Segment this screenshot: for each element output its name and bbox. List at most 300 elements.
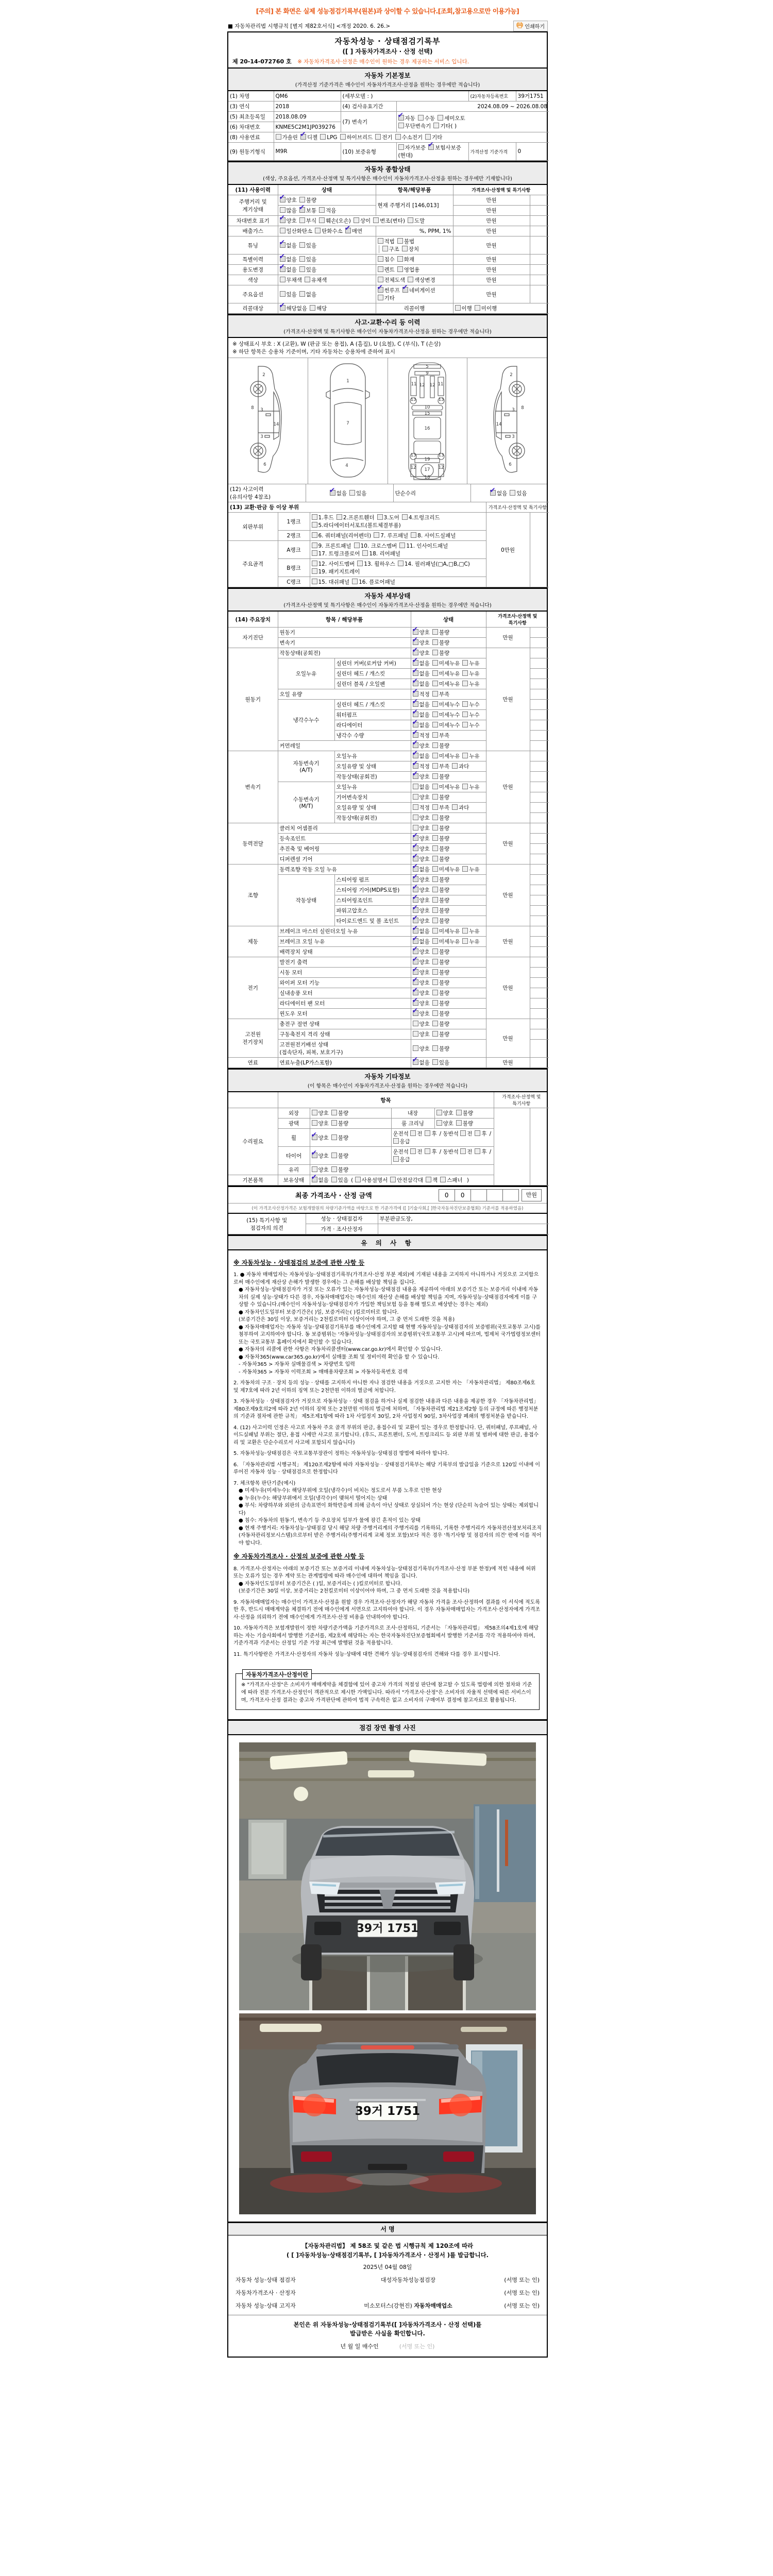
checkbox-unchecked[interactable]: 미세누수 — [432, 711, 460, 719]
checkbox-unchecked[interactable]: 미세누수 — [432, 701, 460, 708]
checkbox-checked[interactable]: ✔ 양호 — [412, 852, 430, 862]
checkbox-unchecked[interactable]: 누수 — [462, 701, 479, 708]
checkbox-unchecked[interactable]: 탄화수소 — [315, 227, 343, 235]
checkbox-unchecked[interactable]: 적정 — [413, 804, 430, 811]
notes-item: 8. 가격조사·산정자는 아래의 보증기간 또는 보증거리 이내에 자동차성능·상태점검기록부(가격조사·산정 부분 한정)에 적힌 내용에 허위 또는 오류가 있는 경우 계약 또는 관계법령에 따라 매수인에 대하여 책임을 집니다. ● 자동차인도일부터 보증기간은 ( )일, 보증거리는 ( )킬로미터로 합니다. (보증기간은 30일 이상, 보증거리는 2천킬로미터 이상이어야 하며, 그 중 먼저 도래한 것을 적용합니다) — [233, 1566, 536, 1595]
table-cell — [310, 1129, 391, 1147]
checkbox-unchecked[interactable]: 있음 — [299, 242, 316, 249]
diagram-part-number: 13 — [410, 397, 416, 402]
diagram-part-number: 15 — [424, 411, 430, 416]
table-cell: 주행거리 및 계기상태 — [228, 195, 278, 216]
checkbox-unchecked[interactable]: 후 — [425, 1130, 436, 1138]
table-cell — [278, 265, 376, 275]
checkbox-unchecked[interactable]: 수소전기 — [395, 133, 423, 141]
table-cell — [530, 216, 549, 226]
table-cell: (15) 특기사항 및 점검자의 의견 — [228, 1214, 306, 1234]
checkbox-unchecked[interactable]: 4.트렁크리드 — [402, 514, 440, 521]
checkbox-unchecked[interactable]: 불량 — [432, 1020, 449, 1028]
issue-date: 2025년 04월 08일 — [363, 2263, 412, 2270]
checkbox-checked[interactable]: ✔ 없음 — [412, 1056, 430, 1066]
notes-item: 9. 자동차매매업자는 매수인이 가격조사·산정을 원할 경우 가격조사·산정자가 해당 자동차 가격을 조사·산정하여 결과를 이 서식에 적도록 한 후, 반드시 매매계약을 체결하기 전에 매수인에게 서면으로 고지하여야 합니다. 이 경우 자동차매매업자는 가격조사·산정자에게 가격조사·산정을 의뢰하기 전에 매수인에게 가격조사·산정 비용을 안내하여야 합니다. — [233, 1599, 540, 1620]
table-cell: 특별이력 — [228, 255, 278, 265]
checkbox-checked[interactable]: ✔ 보험사보증 — [428, 141, 461, 151]
checkbox-unchecked[interactable]: 양호 — [312, 1166, 329, 1174]
table-cell — [530, 226, 549, 236]
checkbox-unchecked[interactable]: 불량 — [432, 969, 449, 976]
checkbox-unchecked[interactable]: 불량 — [432, 855, 449, 863]
table-cell — [530, 1108, 549, 1185]
checkbox-unchecked[interactable]: 기타( ) — [433, 122, 457, 130]
checkbox-checked[interactable]: ✔ 양호 — [412, 646, 430, 656]
checkbox-unchecked[interactable]: 누유 — [462, 752, 479, 760]
checkbox-unchecked[interactable]: 장치 — [402, 245, 419, 253]
table-cell: 부분판금도장, — [378, 1214, 549, 1224]
checkbox-unchecked[interactable]: 19. 패키지트레이 — [312, 568, 360, 575]
checkbox-unchecked[interactable]: 불량 — [299, 196, 316, 204]
table-cell: 작동상태(공회전) — [334, 813, 411, 823]
checkbox-unchecked[interactable]: 미세누유 — [432, 752, 460, 760]
checkbox-checked[interactable]: ✔ 양호 — [412, 904, 430, 914]
table-cell: 0만원 — [486, 513, 530, 587]
checkbox-unchecked[interactable]: 과다 — [452, 762, 469, 770]
checkbox-checked[interactable]: ✔ 양호 — [412, 770, 430, 780]
checkbox-unchecked[interactable]: 12. 사이드멤버 — [312, 560, 355, 568]
table-cell: 만원 — [486, 1058, 530, 1068]
table-row — [228, 648, 549, 658]
checkbox-unchecked[interactable]: 불량 — [331, 1152, 348, 1160]
checkbox-unchecked[interactable]: 색상변경 — [408, 276, 435, 284]
section-sign-header: 서 명 — [228, 2223, 547, 2235]
checkbox-unchecked[interactable]: 양호 — [312, 1109, 329, 1117]
checkbox-checked[interactable]: ✔ 없음 — [279, 263, 297, 273]
checkbox-checked[interactable]: ✔ 양호 — [412, 842, 430, 852]
buyer-confirm-1: 본인은 위 자동차성능·상태점검기록부([ ]자동차가격조사 · 산정 선택)를 — [293, 2320, 482, 2328]
checkbox-unchecked[interactable]: 있음 — [349, 489, 366, 497]
table-cell: %, PPM, 1% — [376, 226, 453, 236]
checkbox-unchecked[interactable]: 18. 리어패널 — [362, 550, 400, 557]
checkbox-unchecked[interactable]: 불량 — [432, 876, 449, 884]
checkbox-unchecked[interactable]: 안전삼각대 — [390, 1176, 423, 1184]
checkbox-checked[interactable]: ✔ 양호 — [412, 739, 430, 749]
checkbox-unchecked[interactable]: 일산화탄소 — [280, 227, 313, 235]
checkbox-unchecked[interactable]: 구조 — [382, 245, 399, 253]
checkbox-unchecked[interactable]: 불량 — [432, 989, 449, 997]
table-cell — [530, 813, 549, 823]
table-cell — [530, 803, 549, 813]
checkbox-unchecked[interactable]: 불량 — [331, 1166, 348, 1174]
checkbox-unchecked[interactable]: 많음 — [280, 207, 297, 214]
checkbox-unchecked[interactable]: 13. 휠하우스 — [357, 560, 395, 568]
checkbox-unchecked[interactable]: 유채색 — [305, 276, 327, 284]
checkbox-checked[interactable]: ✔ 없음 — [412, 924, 430, 935]
checkbox-unchecked[interactable]: 하이브리드 — [340, 133, 373, 141]
checkbox-unchecked[interactable]: 불량 — [432, 886, 449, 894]
car-rear — [289, 2042, 486, 2173]
table-cell: 만원 — [486, 957, 530, 1019]
checkbox-unchecked[interactable]: 있음 — [299, 256, 316, 263]
checkbox-checked[interactable]: ✔ 없음 — [412, 718, 430, 728]
checkbox-checked[interactable]: ✔ 양호 — [412, 1007, 430, 1017]
checkbox-unchecked[interactable]: 미세누유 — [432, 938, 460, 945]
price-service-note: ※ 자동차가격조사·산정은 매수인이 원하는 경우 제공하는 서비스 입니다. — [297, 59, 469, 65]
checkbox-unchecked[interactable]: 불량 — [432, 824, 449, 832]
diagram-part-number: 6 — [263, 462, 266, 467]
table-cell — [310, 577, 486, 587]
table-cell — [411, 813, 486, 823]
checkbox-unchecked[interactable]: 누수 — [462, 721, 479, 729]
checkbox-unchecked[interactable]: 불량 — [432, 1045, 449, 1053]
checkbox-unchecked[interactable]: 불량 — [331, 1134, 348, 1142]
table-cell: 만원 — [486, 823, 530, 865]
table-cell: 와이퍼 모터 기능 — [278, 978, 411, 988]
checkbox-checked[interactable]: ✔ 없음 — [279, 238, 297, 249]
checkbox-unchecked[interactable]: 불량 — [432, 742, 449, 750]
table-cell: KNME5C2M1JP039276 — [274, 122, 341, 132]
table-cell: (14) 주요장치 — [228, 612, 278, 628]
table-cell: 브레이크 마스터 실린더오일 누유 — [278, 926, 411, 937]
checkbox-unchecked[interactable]: 8. 사이드실패널 — [411, 532, 456, 539]
checkbox-unchecked[interactable]: 불량 — [432, 845, 449, 853]
checkbox-unchecked[interactable]: 양호 — [436, 1120, 453, 1127]
checkbox-unchecked[interactable]: 스패너 — [440, 1176, 462, 1184]
checkbox-unchecked[interactable]: 미세누유 — [432, 866, 460, 873]
table-cell — [530, 947, 549, 957]
table-cell: 차대번호 표기 — [228, 216, 278, 226]
checkbox-unchecked[interactable]: 적법 — [378, 238, 395, 245]
table-cell: 커먼레일 — [278, 741, 411, 751]
checkbox-checked[interactable]: ✔ 없음 — [412, 667, 430, 677]
checkbox-unchecked[interactable]: 적음 — [319, 207, 336, 214]
checkbox-unchecked[interactable]: 미세누유 — [432, 670, 460, 677]
checkbox-unchecked[interactable]: 기타 — [425, 133, 442, 141]
checkbox-checked[interactable]: ✔ 양호 — [412, 914, 430, 924]
checkbox-unchecked[interactable]: 불량 — [432, 917, 449, 925]
car-diagram-under — [388, 358, 468, 484]
diagram-part-number: 1 — [346, 379, 349, 384]
checkbox-unchecked[interactable]: 미세누유 — [432, 680, 460, 688]
table-cell — [530, 844, 549, 854]
checkbox-unchecked[interactable]: 16. 플로어패널 — [352, 578, 395, 586]
checkbox-checked[interactable]: ✔ 없음 — [489, 486, 508, 497]
table-cell: (세부모델 : ) — [341, 91, 468, 101]
checkbox-unchecked[interactable]: 상이 — [354, 217, 371, 225]
print-button[interactable] — [513, 21, 548, 31]
checkbox-unchecked[interactable]: 양호 — [413, 793, 430, 801]
checkbox-unchecked[interactable]: 미세누수 — [432, 721, 460, 729]
checkbox-unchecked[interactable]: LPG — [320, 134, 337, 141]
table-cell — [530, 720, 549, 731]
diagram-part-number: 11 — [411, 382, 417, 387]
checkbox-unchecked[interactable]: 침수 — [378, 256, 395, 263]
checkbox-unchecked[interactable]: 누유 — [462, 670, 479, 677]
checkbox-unchecked[interactable]: 누유 — [462, 927, 479, 935]
checkbox-unchecked[interactable]: 불량 — [432, 793, 449, 801]
checkbox-unchecked[interactable]: 없음 — [299, 291, 316, 298]
final-price-unit: 만원 — [522, 1189, 542, 1201]
table-cell — [278, 275, 376, 285]
checkbox-checked[interactable]: ✔ 양호 — [412, 986, 430, 996]
checkbox-unchecked[interactable]: 후 — [475, 1148, 486, 1156]
table-cell — [530, 772, 549, 782]
checkbox-checked[interactable]: ✔ 양호 — [279, 193, 297, 204]
checkbox-checked[interactable]: ✔ 매연 — [344, 224, 363, 234]
checkbox-checked[interactable]: ✔ 양호 — [412, 965, 430, 976]
diagram-part-number: 3 — [260, 408, 263, 413]
form-subtitle: ([ ] 자동차가격조사 · 산정 선택) — [342, 48, 433, 55]
checkbox-checked[interactable]: ✔ 적정 — [412, 728, 430, 739]
table-cell — [278, 252, 376, 265]
checkbox-checked[interactable]: ✔ 없음 — [412, 862, 430, 873]
checkbox-checked[interactable]: ✔ 없음 — [311, 1173, 329, 1183]
checkbox-checked[interactable]: ✔ 적정 — [412, 759, 430, 770]
checkbox-checked[interactable]: ✔ 양호 — [311, 1130, 329, 1141]
diagram-part-number: 16 — [424, 426, 430, 431]
checkbox-unchecked[interactable]: 과다 — [452, 804, 469, 811]
checkbox-checked[interactable]: ✔ 양호 — [412, 883, 430, 893]
checkbox-unchecked[interactable]: 응급 — [393, 1138, 410, 1145]
checkbox-unchecked[interactable]: 불량 — [432, 1010, 449, 1018]
table-cell: 운전석 전 후 / 동반석 전 후 / 응급 — [391, 1129, 494, 1147]
checkbox-checked[interactable]: ✔ 없음 — [412, 749, 430, 759]
checkbox-unchecked[interactable]: 불량 — [432, 999, 449, 1007]
checkbox-checked[interactable]: ✔ 양호 — [412, 625, 430, 636]
table-cell: 스티어링 기어(MDPS포함) — [334, 885, 411, 895]
checkbox-unchecked[interactable]: 불량 — [432, 907, 449, 914]
checkbox-checked[interactable]: ✔ 양호 — [412, 832, 430, 842]
checkbox-unchecked[interactable]: 해당 — [310, 304, 327, 312]
checkbox-unchecked[interactable]: 변조(변타) — [373, 217, 405, 225]
checkbox-unchecked[interactable]: 11. 인사이드패널 — [399, 542, 448, 550]
checkbox-unchecked[interactable]: 전체도색 — [378, 276, 406, 284]
table-cell: 실린더 헤드 / 개스킷 — [334, 700, 411, 710]
checkbox-unchecked[interactable]: 불량 — [432, 835, 449, 842]
table-cell: 광택 — [278, 1118, 310, 1129]
checkbox-unchecked[interactable]: 불량 — [432, 814, 449, 822]
checkbox-unchecked[interactable]: 1.후드 — [312, 514, 334, 521]
table-cell — [411, 720, 486, 731]
table-cell — [411, 957, 486, 968]
table-row — [228, 255, 549, 265]
checkbox-unchecked[interactable]: 양호 — [413, 1045, 430, 1053]
signer-seal-hint: (서명 또는 인) — [504, 2276, 540, 2283]
checkbox-unchecked[interactable]: 9. 프론트패널 — [312, 542, 351, 550]
checkbox-unchecked[interactable]: 도말 — [408, 217, 425, 225]
table-cell: (6) 차대번호 — [228, 122, 274, 132]
checkbox-unchecked[interactable]: 이행 — [455, 304, 472, 312]
other-info-table — [228, 1092, 549, 1185]
checkbox-unchecked[interactable]: 렌트 — [378, 266, 395, 274]
table-row — [228, 112, 549, 122]
checkbox-unchecked[interactable]: 7. 루프패널 — [374, 532, 408, 539]
checkbox-unchecked[interactable]: 잭 — [426, 1176, 438, 1184]
checkbox-unchecked[interactable]: 6. 쿼터패널(리어펜더) — [312, 532, 372, 539]
checkbox-unchecked[interactable]: 가솔린 — [276, 133, 298, 141]
checkbox-checked[interactable]: ✔ 양호 — [279, 214, 297, 224]
checkbox-checked[interactable]: ✔ 네비게이션 — [401, 283, 435, 294]
checkbox-unchecked[interactable]: 전 — [410, 1130, 422, 1138]
checkbox-unchecked[interactable]: 누유 — [462, 783, 479, 791]
table-cell: 냉각수 수량 — [334, 731, 411, 741]
checkbox-unchecked[interactable]: 양호 — [413, 824, 430, 832]
checkbox-checked[interactable]: ✔ 없음 — [329, 486, 347, 497]
checkbox-checked[interactable]: ✔ 없음 — [412, 656, 430, 667]
checkbox-unchecked[interactable]: 응급 — [393, 1156, 410, 1163]
checkbox-unchecked[interactable]: 2.프론트휀더 — [337, 514, 375, 521]
checkbox-unchecked[interactable]: 없음 — [413, 783, 430, 791]
checkbox-unchecked[interactable]: 누유 — [462, 866, 479, 873]
table-cell — [411, 834, 486, 844]
checkbox-unchecked[interactable]: 3.도어 — [377, 514, 399, 521]
detail-state-table — [228, 612, 549, 1068]
table-cell — [378, 1224, 549, 1234]
checkbox-checked[interactable]: ✔ 양호 — [412, 945, 430, 955]
table-cell: 색상 — [228, 275, 278, 285]
table-cell: 만원 — [453, 195, 530, 206]
table-cell: (2)자동차등록번호 — [468, 91, 516, 101]
diagram-part-number: 12 — [410, 465, 416, 470]
table-cell — [530, 710, 549, 720]
checkbox-checked[interactable]: ✔ 양호 — [412, 873, 430, 883]
checkbox-unchecked[interactable]: 전 — [460, 1148, 472, 1156]
checkbox-unchecked[interactable]: 양호 — [413, 1030, 430, 1038]
checkbox-unchecked[interactable]: 전기 — [375, 133, 392, 141]
checkbox-unchecked[interactable]: 불량 — [432, 773, 449, 781]
table-cell: 항목 / 해당부품 — [278, 612, 411, 628]
checkbox-unchecked[interactable]: 불량 — [432, 1030, 449, 1038]
checkbox-checked[interactable]: ✔ 디젤 — [299, 130, 318, 141]
checkbox-unchecked[interactable]: 누유 — [462, 938, 479, 945]
checkbox-unchecked[interactable]: 자가보증 — [398, 144, 426, 151]
checkbox-unchecked[interactable]: 미세누유 — [432, 659, 460, 667]
checkbox-unchecked[interactable]: 있음 — [280, 291, 297, 298]
table-cell: 만원 — [486, 1019, 530, 1058]
signer-seal-hint: (서명 또는 인) — [504, 2289, 540, 2296]
table-cell: 상태 — [411, 612, 486, 628]
checkbox-unchecked[interactable]: 사용설명서 — [355, 1176, 388, 1184]
checkbox-unchecked[interactable]: 세미오토 — [438, 114, 465, 122]
checkbox-unchecked[interactable]: 영업용 — [397, 266, 419, 274]
table-cell: 냉각수누수 — [278, 700, 334, 741]
checkbox-unchecked[interactable]: 미이행 — [475, 304, 497, 312]
checkbox-checked[interactable]: ✔ 보통 — [298, 204, 317, 214]
checkbox-unchecked[interactable]: 불량 — [432, 639, 449, 647]
checkbox-checked[interactable]: ✔ 없음 — [412, 698, 430, 708]
checkbox-unchecked[interactable]: 10. 크로스멤버 — [354, 542, 397, 550]
checkbox-checked[interactable]: ✔ 없음 — [412, 935, 430, 945]
checkbox-unchecked[interactable]: 불량 — [432, 896, 449, 904]
diagram-part-number: 10 — [424, 405, 430, 410]
table-cell: 만원 — [453, 216, 530, 226]
checkbox-unchecked[interactable]: 불량 — [432, 948, 449, 956]
checkbox-unchecked[interactable]: 불량 — [432, 958, 449, 966]
checkbox-unchecked[interactable]: 부식 — [299, 217, 316, 225]
checkbox-checked[interactable]: ✔ 양호 — [412, 893, 430, 904]
checkbox-checked[interactable]: ✔ 없음 — [279, 252, 297, 263]
checkbox-unchecked[interactable]: 누유 — [462, 659, 479, 667]
checkbox-unchecked[interactable]: 양호 — [413, 814, 430, 822]
checkbox-unchecked[interactable]: 부족 — [432, 762, 449, 770]
table-row — [228, 823, 549, 834]
checkbox-checked[interactable]: ✔ 양호 — [311, 1148, 329, 1159]
checkbox-unchecked[interactable]: 있음 — [299, 266, 316, 274]
table-row — [228, 101, 549, 112]
checkbox-unchecked[interactable]: 있음 — [510, 489, 527, 497]
checkbox-checked[interactable]: ✔ 양호 — [412, 996, 430, 1007]
table-cell: (11) 사용이력 — [228, 185, 278, 195]
checkbox-unchecked[interactable]: 불법 — [397, 238, 414, 245]
checkbox-unchecked[interactable]: 기타 — [378, 294, 395, 302]
checkbox-unchecked[interactable]: 훼손(오손) — [319, 217, 351, 225]
checkbox-unchecked[interactable]: 미세누유 — [432, 927, 460, 935]
checkbox-unchecked[interactable]: 누수 — [462, 711, 479, 719]
checkbox-unchecked[interactable]: 불량 — [456, 1109, 473, 1117]
checkbox-unchecked[interactable]: 부족 — [432, 804, 449, 811]
checkbox-checked[interactable]: ✔ 양호 — [412, 955, 430, 965]
checkbox-unchecked[interactable]: 전 — [410, 1148, 422, 1156]
checkbox-unchecked[interactable]: 수동 — [418, 114, 435, 122]
table-cell — [411, 625, 486, 638]
checkbox-unchecked[interactable]: 있음 — [432, 1059, 449, 1066]
checkbox-unchecked[interactable]: 양호 — [436, 1109, 453, 1117]
checkbox-unchecked[interactable]: 부족 — [432, 732, 449, 739]
checkbox-unchecked[interactable]: 불량 — [432, 649, 449, 657]
checkbox-checked[interactable]: ✔ 썬루프 — [377, 283, 400, 294]
table-cell: 조향 — [228, 865, 278, 926]
checkbox-checked[interactable]: ✔ 양호 — [412, 636, 430, 646]
checkbox-unchecked[interactable]: 양호 — [312, 1120, 329, 1127]
checkbox-checked[interactable]: ✔ 적정 — [412, 687, 430, 698]
checkbox-unchecked[interactable]: 전 — [460, 1130, 472, 1138]
checkbox-unchecked[interactable]: 미세누유 — [432, 783, 460, 791]
inspection-photo-front — [239, 1742, 536, 2010]
table-cell — [411, 875, 486, 885]
checkbox-unchecked[interactable]: 15. 대쉬패널 — [312, 578, 350, 586]
checkbox-unchecked[interactable]: 불량 — [331, 1109, 348, 1117]
checkbox-unchecked[interactable]: 5.라디에이터서포트(볼트체결부품) — [312, 521, 401, 529]
checkbox-unchecked[interactable]: 후 — [425, 1148, 436, 1156]
checkbox-unchecked[interactable]: 있음 — [331, 1176, 348, 1184]
checkbox-unchecked[interactable]: 무채색 — [280, 276, 302, 284]
checkbox-checked[interactable]: ✔ 양호 — [412, 976, 430, 986]
diagram-part-number: 3 — [512, 408, 515, 413]
checkbox-unchecked[interactable]: 부족 — [432, 690, 449, 698]
checkbox-unchecked[interactable]: 불량 — [331, 1120, 348, 1127]
checkbox-checked[interactable]: ✔ 없음 — [412, 708, 430, 718]
checkbox-checked[interactable]: ✔ 해당없음 — [279, 301, 308, 312]
checkbox-unchecked[interactable]: 불량 — [432, 629, 449, 636]
price-digit-cell — [486, 1189, 503, 1201]
checkbox-unchecked[interactable]: 불량 — [456, 1120, 473, 1127]
checkbox-checked[interactable]: ✔ 자동 — [397, 111, 415, 122]
checkbox-unchecked[interactable]: 누유 — [462, 680, 479, 688]
checkbox-unchecked[interactable]: 후 — [475, 1130, 486, 1138]
checkbox-unchecked[interactable]: 양호 — [413, 1020, 430, 1028]
table-cell — [274, 132, 549, 143]
checkbox-unchecked[interactable]: 무단변속기 — [398, 122, 431, 130]
checkbox-unchecked[interactable]: 17. 트렁크플로어 — [312, 550, 360, 557]
table-cell: 룸 크리닝 — [391, 1118, 434, 1129]
checkbox-checked[interactable]: ✔ 없음 — [412, 677, 430, 687]
table-cell: M9R — [274, 143, 341, 161]
checkbox-unchecked[interactable]: 불량 — [432, 979, 449, 987]
checkbox-unchecked[interactable]: 14. 필러패널(□A,□B,□C) — [398, 560, 470, 568]
table-cell: C랭크 — [278, 577, 310, 587]
price-digit-cell: 0 — [455, 1189, 471, 1201]
table-cell — [530, 285, 549, 303]
checkbox-unchecked[interactable]: 화재 — [397, 256, 414, 263]
table-cell: 스티어링조인트 — [334, 895, 411, 906]
table-cell — [530, 782, 549, 792]
